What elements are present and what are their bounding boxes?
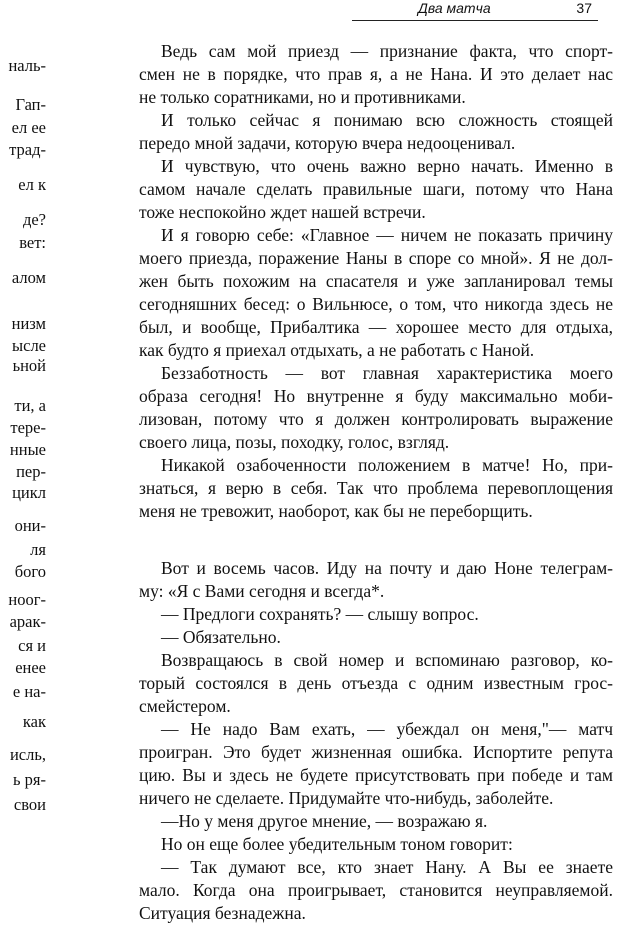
text-line: смейстером.	[139, 696, 231, 716]
text-line: Но он еще более убедительным тоном говорит:	[161, 834, 513, 854]
left-fragment: ьной	[12, 356, 46, 375]
left-fragment: свои	[13, 795, 46, 814]
text-line: как будто я приехал отдыхать, а не работать с Наной.	[139, 340, 535, 360]
text-line: Никакой озабоченности положением в матче! Но, при-	[161, 455, 613, 475]
text-line: Беззаботность — вот главная характеристика моего	[161, 363, 613, 383]
left-page-fragments	[0, 0, 46, 822]
text-line: передо мной задачи, которую вчера недооценивал.	[139, 133, 516, 153]
paragraph	[139, 557, 613, 603]
paragraph	[139, 626, 613, 649]
text-line: —Но у меня другое мнение, — возражаю я.	[161, 811, 488, 831]
text-line: — Обязательно.	[161, 627, 281, 647]
paragraph	[139, 40, 613, 109]
text-line: ничего не сделаете. Придумайте что-нибудь, заболейте.	[139, 788, 554, 808]
running-title: Два матча	[418, 0, 491, 16]
left-fragment: ля	[30, 540, 46, 559]
left-fragment: исль,	[9, 745, 46, 764]
left-fragment: е на-	[12, 682, 46, 701]
text-line: образа сегодня! Но внутренне я буду максимально моби-	[139, 386, 613, 406]
left-fragment: они-	[14, 516, 46, 535]
paragraph	[139, 155, 613, 224]
paragraph	[139, 856, 613, 925]
text-line: лизован, потому что я должен контролировать выражение	[139, 409, 613, 429]
text-line: И я говорю себе: «Главное — ничем не показать причину	[161, 225, 613, 245]
paragraph	[139, 109, 613, 155]
left-fragment: ысле	[12, 336, 46, 355]
left-fragment: цикл	[12, 483, 46, 502]
paragraph	[139, 649, 613, 718]
text-line: И чувствую, что очень важно верно начать. Именно в	[161, 156, 613, 176]
left-fragment: пер-	[16, 462, 46, 481]
left-fragment: ноог-	[8, 590, 46, 609]
text-line: Возвращаюсь в свой номер и вспоминаю разговор, ко-	[161, 650, 613, 670]
text-line: мало. Когда она проигрывает, становится неуправляемой.	[139, 880, 613, 900]
left-fragment: трад-	[9, 140, 46, 159]
left-fragment: низм	[11, 314, 46, 333]
text-line: смен не в порядке, что прав я, а не Нана. И это делает нас	[139, 64, 613, 84]
left-fragment: как	[22, 712, 46, 731]
text-line: — Предлоги сохранять? — слышу вопрос.	[161, 604, 479, 624]
paragraph	[139, 224, 613, 362]
left-fragment: нные	[9, 440, 46, 459]
left-fragment: ел ее	[11, 118, 46, 137]
text-line: меня не тревожит, наоборот, как бы не переборщить.	[139, 501, 533, 521]
text-line: му: «Я с Вами сегодня и всегда*.	[139, 581, 385, 601]
left-fragment: ел к	[18, 175, 46, 194]
paragraph	[139, 718, 613, 810]
left-fragment: вет:	[19, 233, 46, 252]
left-fragment: ти, а	[14, 396, 46, 415]
text-line: — Так думают все, кто знает Нану. А Вы ее знаете	[161, 857, 613, 877]
left-fragment: Гап-	[15, 95, 46, 114]
left-fragment: алом	[11, 268, 46, 287]
left-fragment: енее	[15, 658, 46, 677]
text-line: тоже неспокойно ждет нашей встречи.	[139, 202, 426, 222]
left-fragment: ь ря-	[13, 770, 46, 789]
left-fragment: де?	[22, 210, 46, 229]
paragraph	[139, 603, 613, 626]
running-head	[352, 0, 598, 21]
text-line: жен быть похожим на спасателя и уже запланировал темы	[139, 271, 613, 291]
text-line: И только сейчас я понимаю всю сложность стоящей	[161, 110, 613, 130]
left-fragment: бого	[14, 562, 46, 581]
text-line: сегодняшних бесед: о Вильнюсе, о том, что никогда здесь не	[139, 294, 613, 314]
left-fragment: ся и	[18, 636, 46, 655]
left-fragment: тере-	[10, 418, 46, 437]
text-line: Ситуация безнадежна.	[139, 903, 306, 923]
text-line: моего приезда, поражение Наны в споре со мной». Я не дол-	[139, 248, 613, 268]
left-fragment: наль-	[8, 56, 46, 75]
text-line: торый состоялся в день отъезда с одним известным грос-	[139, 673, 613, 693]
text-line: Вот и восемь часов. Иду на почту и даю Ноне телеграм-	[161, 558, 613, 578]
text-line: был, и вообще, Прибалтика — хорошее место для отдыха,	[139, 317, 613, 337]
paragraph	[139, 454, 613, 523]
text-line: — Не надо Вам ехать, — убеждал он меня,"— матч	[161, 719, 613, 739]
left-fragment: арак-	[9, 612, 46, 631]
text-line: знаться, я верю в себя. Так что проблема перевоплощения	[139, 478, 613, 498]
text-line: самом начале сделать правильные шаги, потому что Нана	[139, 179, 613, 199]
text-line: проигран. Это будет жизненная ошибка. Испортите репута	[139, 742, 613, 762]
main-text-column	[139, 40, 613, 925]
text-line: своего лица, позы, походку, голос, взгляд.	[139, 432, 450, 452]
text-line: цию. Вы и здесь не будете присутствовать при победе и там	[139, 765, 613, 785]
paragraph	[139, 362, 613, 454]
text-line: не только соратниками, но и противниками.	[139, 87, 466, 107]
paragraph	[139, 833, 613, 856]
page-number: 37	[576, 0, 592, 16]
section-break	[139, 523, 613, 557]
text-line: Ведь сам мой приезд — признание факта, что спорт-	[161, 41, 613, 61]
